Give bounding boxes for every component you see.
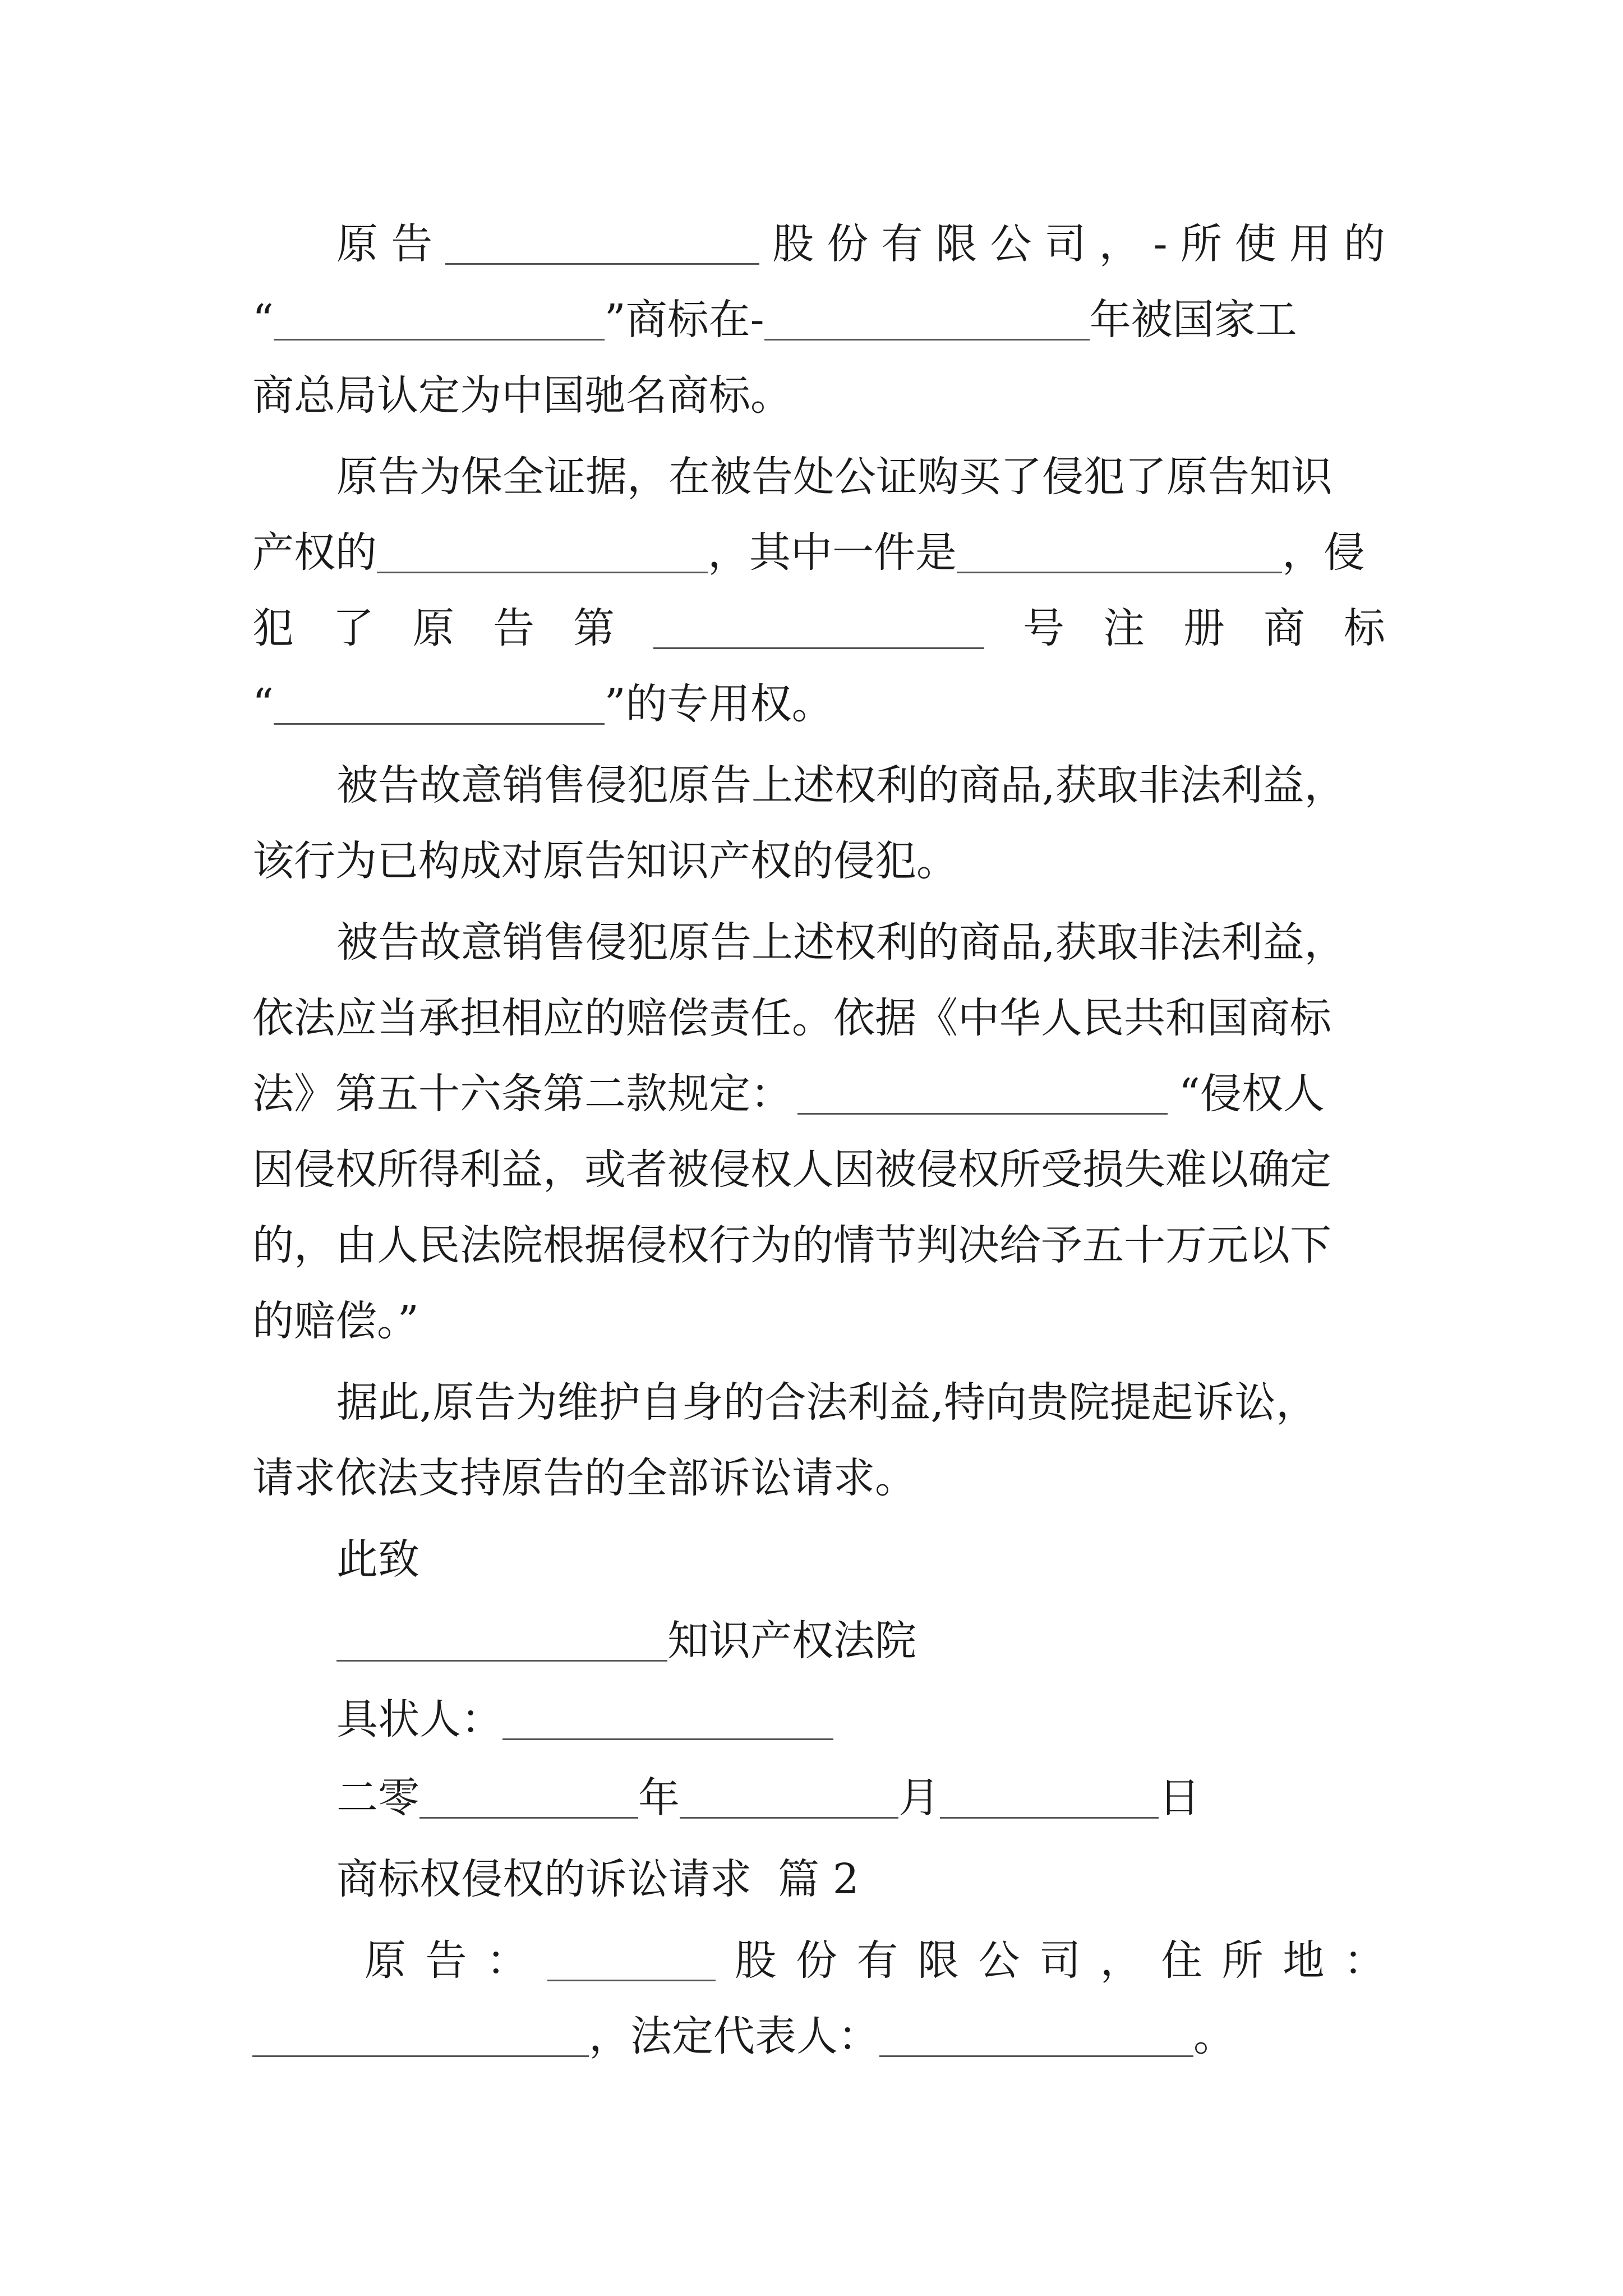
- section-heading-2: 商标权侵权的诉讼请求 篇 2: [336, 1855, 859, 1903]
- date-line: [336, 1761, 1385, 1834]
- text-char: 告: [493, 604, 534, 652]
- text-char: 告: [391, 220, 433, 268]
- paragraph-3-line-1: 被告故意销售侵犯原告上述权利的商品,获取非法利益，: [336, 761, 1346, 809]
- blank-registration-number: [653, 608, 984, 649]
- paragraph-4-line-3: [252, 1057, 1385, 1130]
- text-char: 商: [1264, 604, 1305, 652]
- text-fragment: “侵权人: [1179, 1070, 1325, 1118]
- blank-date-day: [940, 1778, 1159, 1819]
- text-char: 住: [1161, 1936, 1203, 1985]
- plaintiff-line: [336, 1683, 1385, 1756]
- paragraph-5-line-1: 据此,原告为维护自身的合法利益,特向贵院提起诉讼，: [336, 1378, 1318, 1427]
- text-char: 公: [990, 220, 1032, 268]
- paragraph-3-line-2: 该行为已构成对原告知识产权的侵犯。: [252, 837, 958, 885]
- text-fragment: 产权的: [252, 528, 377, 577]
- blank-company-name: [445, 224, 759, 265]
- date-month-label: 月: [898, 1774, 940, 1822]
- text-char: ，: [1099, 220, 1141, 268]
- blank-year: [764, 300, 1090, 341]
- paragraph-1-line-2: [252, 283, 1385, 356]
- paragraph-2-line-1: 原告为保全证据，在被告处公证购买了侵犯了原告知识: [336, 453, 1332, 501]
- text-char: 原: [413, 604, 454, 652]
- text-char: 原: [336, 220, 378, 268]
- blank-court-name: [336, 1621, 667, 1662]
- paragraph-4-line-4: 因侵权所得利益，或者被侵权人因被侵权所受损失难以确定: [252, 1145, 1331, 1194]
- text-char: ：: [1343, 1936, 1385, 1985]
- blank-date-month: [680, 1778, 898, 1819]
- text-char: 册: [1183, 604, 1225, 652]
- date-day-label: 日: [1159, 1774, 1200, 1822]
- text-char: 股: [735, 1936, 777, 1985]
- text-char: 限: [917, 1936, 959, 1985]
- text-char: 份: [795, 1936, 837, 1985]
- text-fragment: 法》第五十六条第二款规定：: [252, 1070, 792, 1118]
- text-char: 所: [1180, 220, 1222, 268]
- text-char: 所: [1221, 1936, 1264, 1985]
- paragraph-1-line-3: 商总局认定为中国驰名商标。: [252, 371, 792, 420]
- paragraph-2-line-3: [252, 592, 1385, 665]
- paragraph-1-line-1: [336, 208, 1385, 280]
- text-char: 第: [573, 604, 615, 652]
- blank-trademark-name: [274, 300, 605, 341]
- text-fragment: 。: [1193, 2012, 1235, 2060]
- text-fragment: ”的专用权。: [604, 680, 833, 728]
- text-char: 份: [827, 220, 869, 268]
- text-char: 有: [881, 220, 923, 268]
- text-char: 的: [1343, 220, 1385, 268]
- paragraph-4-line-5: 的，由人民法院根据侵权行为的情节判决给予五十万元以下: [252, 1221, 1331, 1269]
- text-char: ，: [1100, 1936, 1142, 1985]
- text-char: 标: [1344, 604, 1385, 652]
- salutation: 此致: [336, 1535, 419, 1584]
- text-fragment: ，其中一件是: [708, 528, 957, 577]
- blank-legal-representative: [879, 2016, 1193, 2057]
- blank-company-name-2: [547, 1940, 716, 1981]
- paragraph-6-line-1: [365, 1924, 1385, 1997]
- paragraph-4-line-1: 被告故意销售侵犯原告上述权利的商品,获取非法利益，: [336, 918, 1346, 967]
- blank-plaintiff: [502, 1699, 833, 1740]
- text-char: 原: [365, 1936, 406, 1985]
- blank-product: [377, 532, 708, 573]
- text-char: 了: [333, 604, 374, 652]
- blank-date-year: [419, 1778, 638, 1819]
- text-char: 号: [1023, 604, 1064, 652]
- text-char: 限: [935, 220, 978, 268]
- paragraph-5-line-2: 请求依法支持原告的全部诉讼请求。: [252, 1454, 916, 1502]
- blank-item: [957, 532, 1282, 573]
- date-year-label: 年: [638, 1774, 680, 1822]
- text-char: 犯: [252, 604, 294, 652]
- court-suffix: 知识产权法院: [667, 1617, 916, 1665]
- text-char: 公: [978, 1936, 1020, 1985]
- text-char: 地: [1283, 1936, 1325, 1985]
- text-fragment: “: [252, 680, 274, 728]
- plaintiff-label: 具状人：: [336, 1695, 502, 1743]
- text-char: 股: [772, 220, 814, 268]
- blank-address: [252, 2016, 589, 2057]
- text-char: 司: [1044, 220, 1086, 268]
- blank-trademark: [274, 684, 605, 725]
- paragraph-4-line-2: 依法应当承担相应的赔偿责任。依据《中华人民共和国商标: [252, 994, 1331, 1042]
- blank-clause: [797, 1074, 1168, 1115]
- text-char: 注: [1103, 604, 1145, 652]
- text-char: -: [1153, 220, 1168, 268]
- text-char: 有: [856, 1936, 898, 1985]
- date-prefix: 二零: [336, 1774, 419, 1822]
- text-fragment: “: [252, 296, 274, 344]
- text-fragment: ，侵: [1282, 528, 1365, 577]
- paragraph-6-line-2: [252, 2000, 1385, 2073]
- text-char: 用: [1289, 220, 1331, 268]
- paragraph-4-line-6: 的赔偿。”: [252, 1297, 419, 1345]
- text-char: 告: [425, 1936, 467, 1985]
- text-char: ：: [486, 1936, 528, 1985]
- text-fragment: ，法定代表人：: [589, 2012, 879, 2060]
- paragraph-2-line-2: [252, 516, 1385, 589]
- text-char: 使: [1234, 220, 1276, 268]
- text-char: 司: [1039, 1936, 1081, 1985]
- court-line: [336, 1604, 1385, 1677]
- paragraph-2-line-4: [252, 668, 1385, 740]
- text-fragment: 年被国家工: [1089, 296, 1297, 344]
- text-fragment: ”商标在-: [604, 296, 764, 344]
